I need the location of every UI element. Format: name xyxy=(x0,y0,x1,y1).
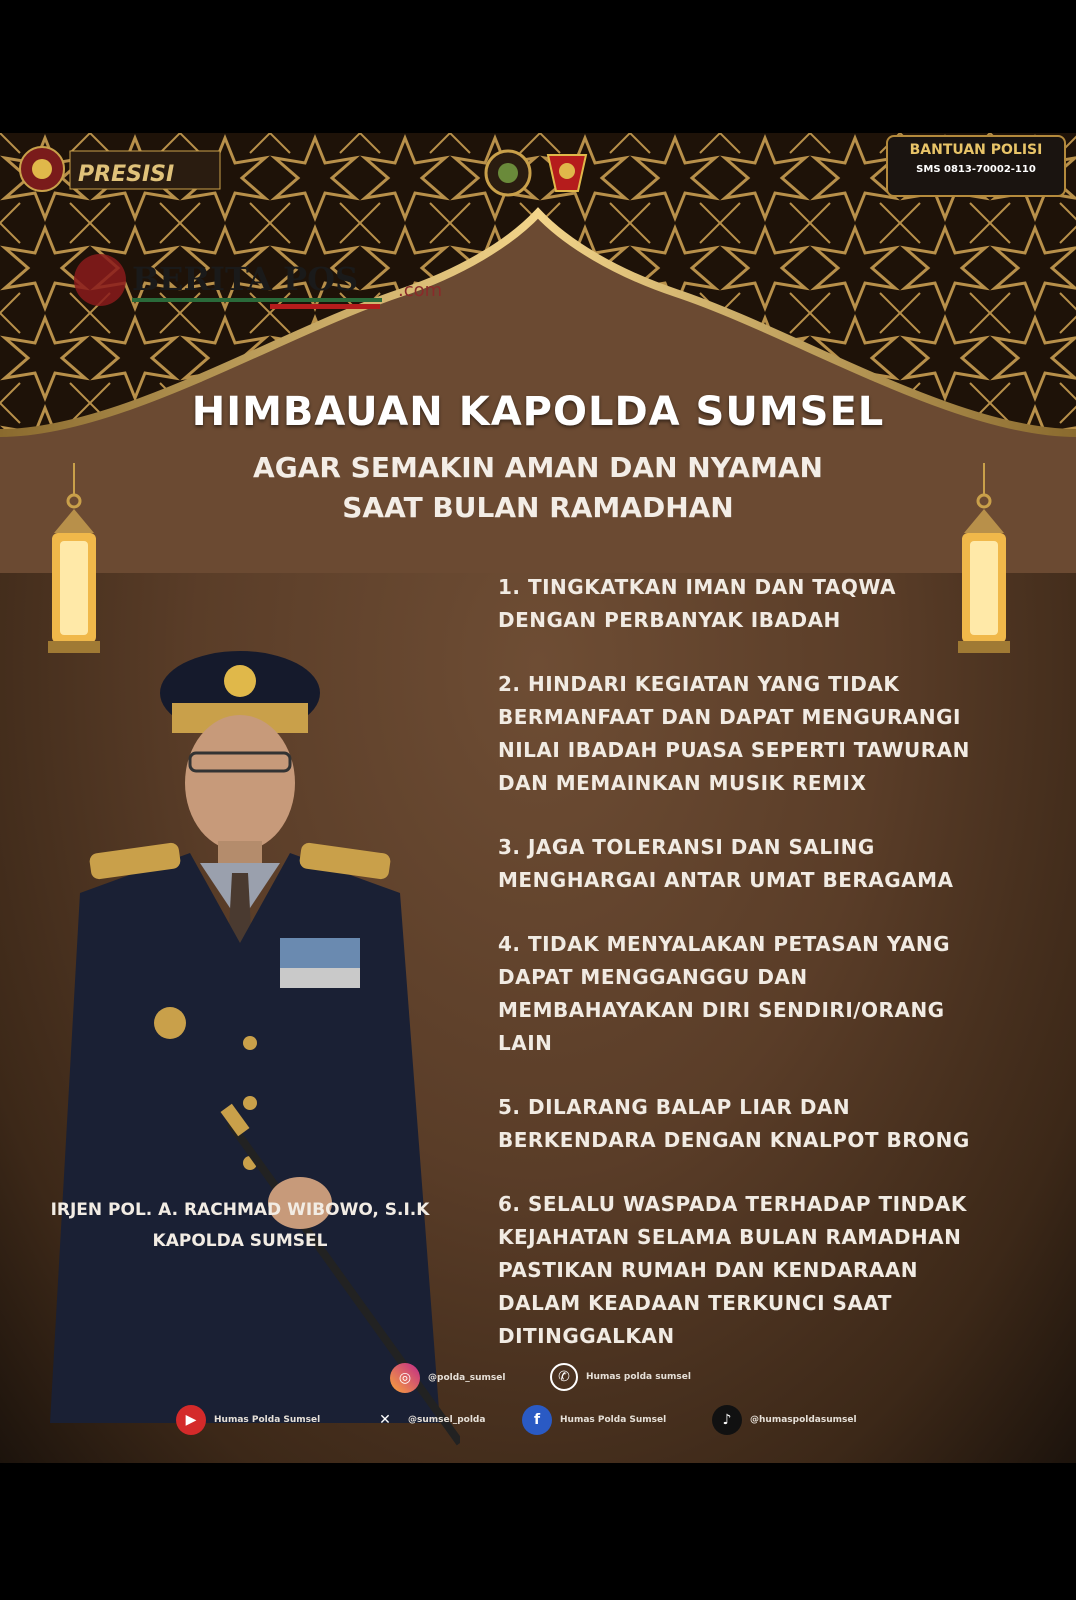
list-item: 6. SELALU WASPADA TERHADAP TINDAK KEJAHATAN SELAMA BULAN RAMADHAN PASTIKAN RUMAH DAN KENDARAAN DALAM KEADAAN TERKUNCI SAAT DITINGGALKAN xyxy=(498,1192,967,1348)
bantuan-polisi-badge xyxy=(886,135,1066,197)
list-item: 5. DILARANG BALAP LIAR DAN BERKENDARA DENGAN KNALPOT BRONG xyxy=(498,1095,970,1152)
beritapos-watermark xyxy=(70,248,470,318)
bantuan-sms: SMS 0813-70002-110 xyxy=(916,164,1036,175)
tiktok-icon: ♪ xyxy=(712,1405,742,1435)
himbauan-list xyxy=(498,571,998,1384)
poster-title: HIMBAUAN KAPOLDA SUMSEL xyxy=(191,389,885,435)
social-tiktok xyxy=(712,1405,857,1435)
social-footer xyxy=(0,1363,1076,1453)
list-item: 4. TIDAK MENYALAKAN PETASAN YANG DAPAT MENGGANGGU DAN MEMBAHAYAKAN DIRI SENDIRI/ORANG LAIN xyxy=(498,932,951,1055)
instagram-handle: @polda_sumsel xyxy=(428,1373,506,1383)
polri-emblems xyxy=(478,141,598,201)
presisi-logo xyxy=(18,141,228,196)
list-item: 3. JAGA TOLERANSI DAN SALING MENGHARGAI ANTAR UMAT BERAGAMA xyxy=(498,835,954,892)
officer-name: IRJEN POL. A. RACHMAD WIBOWO, S.I.K xyxy=(50,1200,430,1220)
watermark-text: BERITA POS xyxy=(132,260,359,298)
poster-subtitle-line2: SAAT BULAN RAMADHAN xyxy=(342,491,734,524)
facebook-handle: Humas Polda Sumsel xyxy=(560,1415,667,1425)
x-icon: ✕ xyxy=(379,1412,391,1428)
whatsapp-icon: ✆ xyxy=(550,1363,578,1391)
youtube-icon: ▶ xyxy=(176,1405,206,1435)
officer-role: KAPOLDA SUMSEL xyxy=(152,1231,328,1251)
instagram-icon: ◎ xyxy=(390,1363,420,1393)
poster-subtitle-line1: AGAR SEMAKIN AMAN DAN NYAMAN xyxy=(253,451,823,484)
bantuan-title: BANTUAN POLISI xyxy=(909,142,1043,158)
social-x xyxy=(370,1405,485,1435)
list-item: 2. HINDARI KEGIATAN YANG TIDAK BERMANFAAT DAN DAPAT MENGURANGI NILAI IBADAH PUASA SEPERTI TAWURAN DAN MEMAINKAN MUSIK REMIX xyxy=(498,672,970,795)
facebook-icon: f xyxy=(522,1405,552,1435)
social-youtube xyxy=(176,1405,320,1435)
social-whatsapp xyxy=(550,1363,691,1391)
x-handle: @sumsel_polda xyxy=(408,1415,486,1425)
whatsapp-handle: Humas polda sumsel xyxy=(586,1372,691,1382)
poster xyxy=(0,133,1076,1463)
social-instagram xyxy=(390,1363,505,1393)
youtube-handle: Humas Polda Sumsel xyxy=(214,1415,321,1425)
social-facebook xyxy=(522,1405,666,1435)
list-item: 1. TINGKATKAN IMAN DAN TAQWA DENGAN PERBANYAK IBADAH xyxy=(498,575,896,632)
watermark-suffix: .com xyxy=(398,280,443,301)
officer-portrait xyxy=(40,623,460,1463)
presisi-logo-text: PRESISI xyxy=(78,162,175,187)
tiktok-handle: @humaspoldasumsel xyxy=(750,1415,857,1425)
